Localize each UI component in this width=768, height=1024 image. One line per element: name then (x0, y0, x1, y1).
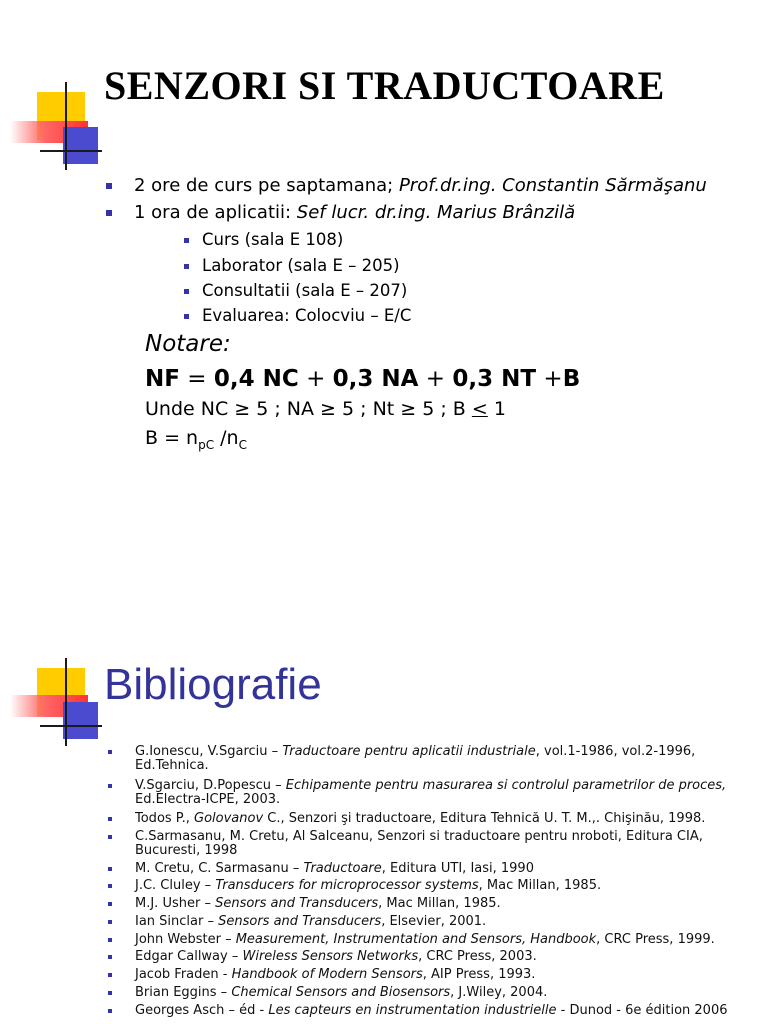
reference-text: C.Sarmasanu, M. Cretu, Al Salceanu, Senzori si traductoare pentru nroboti, Editura CIA, Bucuresti, 1998 (135, 829, 703, 858)
formula-plus: + (418, 366, 453, 392)
formula-nf: NF (145, 366, 180, 392)
reference-text: , Mac Millan, 1985. (478, 878, 602, 893)
bonus-mid: /n (214, 427, 239, 449)
reference-text: Todos P., (135, 811, 195, 826)
formula-plus: + (536, 366, 563, 392)
sub-item-text: Evaluarea: Colocviu – E/C (202, 306, 412, 325)
reference-text: - Dunod - 6e édition 2006 (556, 1003, 728, 1018)
reference-text: V.Sgarciu, D.Popescu – (135, 778, 286, 793)
logo-vertical-line (65, 658, 67, 746)
bullet-square-icon (108, 835, 112, 839)
bullet-square-icon (108, 1009, 112, 1013)
logo-blue-block (63, 702, 98, 739)
bullet-text: 2 ore de curs pe saptamana; (134, 175, 399, 196)
reference-title: Measurement, Instrumentation and Sensors, Handbook (235, 932, 597, 947)
reference-title: Traductoare pentru aplicatii industriale (282, 744, 536, 759)
bullet-square-icon (106, 183, 112, 189)
notare-heading: Notare: (145, 331, 231, 357)
logo-blue-block (63, 127, 98, 164)
bullet-square-icon (108, 750, 112, 754)
bullet-square-icon (108, 920, 112, 924)
grade-formula (145, 366, 580, 392)
formula-term-nc: 0,4 NC (213, 366, 299, 392)
reference-title: Golovanov (194, 811, 264, 826)
reference-text: Ian Sinclar – (135, 914, 219, 929)
reference-title: Wireless Sensors Networks (242, 949, 419, 964)
reference-title: Transducers for microprocessor systems (215, 878, 479, 893)
bullet-square-icon (184, 264, 189, 269)
bullet-square-icon (108, 884, 112, 888)
sub-item-text: Laborator (sala E – 205) (202, 256, 400, 275)
reference-text: Jacob Fraden - (135, 967, 232, 982)
reference-text: M.J. Usher – (135, 896, 216, 911)
slide-2 (0, 512, 768, 1024)
reference-text: John Webster – (135, 932, 236, 947)
bibliography-title: Bibliografie (104, 660, 322, 709)
formula-term-b: B (562, 366, 581, 392)
logo-horizontal-line (40, 150, 102, 152)
reference-text: J.C. Cluley – (135, 878, 216, 893)
conditions-main: Unde NC ≥ 5 ; NA ≥ 5 ; Nt ≥ 5 ; B (145, 398, 472, 420)
bullet-square-icon (108, 955, 112, 959)
reference-title: Sensors and Transducers (215, 896, 379, 911)
reference-text: Georges Asch – éd - (135, 1003, 269, 1018)
bonus-sub-c: C (238, 437, 247, 452)
bullet-square-icon (184, 314, 189, 319)
reference-title: Chemical Sensors and Biosensors (231, 985, 451, 1000)
reference-title: Echipamente pentru masurarea si controlul parametrilor de proces, (285, 778, 727, 793)
bullet-italic-text: Prof.dr.ing. Constantin Sărmăşanu (398, 175, 707, 196)
bullet-square-icon (106, 210, 112, 216)
logo-horizontal-line (40, 725, 102, 727)
formula-equals: = (179, 366, 214, 392)
reference-title: Handbook of Modern Sensors (231, 967, 423, 982)
reference-text: , Editura UTI, Iasi, 1990 (381, 861, 534, 876)
reference-text: , AIP Press, 1993. (422, 967, 536, 982)
bullet-square-icon (108, 902, 112, 906)
bullet-italic-text: Sef lucr. dr.ing. Marius Brânzilă (296, 202, 576, 223)
reference-text: M. Cretu, C. Sarmasanu – (135, 861, 304, 876)
bullet-square-icon (108, 867, 112, 871)
bullet-square-icon (108, 784, 112, 788)
formula-term-na: 0,3 NA (332, 366, 419, 392)
conditions-inequality: < (471, 398, 488, 420)
reference-text: , Elsevier, 2001. (381, 914, 487, 929)
reference-title: Traductoare (303, 861, 382, 876)
reference-text: , vol.1-1986, vol.2-1996, Ed.Tehnica. (135, 744, 696, 773)
formula-plus: + (298, 366, 333, 392)
bonus-prefix: B = n (145, 427, 199, 449)
conditions-end: 1 (487, 398, 506, 420)
bullet-square-icon (108, 938, 112, 942)
bullet-square-icon (184, 238, 189, 243)
reference-text: , CRC Press, 2003. (418, 949, 537, 964)
reference-text: Edgar Callway – (135, 949, 243, 964)
bonus-sub-pc: pC (198, 437, 215, 452)
formula-term-nt: 0,3 NT (452, 366, 537, 392)
reference-text: Brian Eggins – (135, 985, 232, 1000)
reference-text: G.Ionescu, V.Sgarciu – (135, 744, 283, 759)
bullet-text: 1 ora de aplicatii: (134, 202, 297, 223)
sub-item-text: Curs (sala E 108) (202, 230, 344, 249)
reference-text: , Mac Millan, 1985. (378, 896, 501, 911)
conditions-text (145, 398, 506, 420)
reference-title: Sensors and Transducers (218, 914, 382, 929)
reference-text: , CRC Press, 1999. (596, 932, 715, 947)
logo-vertical-line (65, 82, 67, 170)
reference-title: Les capteurs en instrumentation industrielle (268, 1003, 557, 1018)
bullet-square-icon (184, 289, 189, 294)
page-title: SENZORI SI TRADUCTOARE (104, 63, 665, 108)
bonus-formula (145, 427, 247, 452)
bullet-square-icon (108, 817, 112, 821)
reference-text: , J.Wiley, 2004. (450, 985, 548, 1000)
sub-item-text: Consultatii (sala E – 207) (202, 281, 408, 300)
bullet-square-icon (108, 991, 112, 995)
bullet-square-icon (108, 973, 112, 977)
reference-text: C., Senzori şi traductoare, Editura Tehnică U. T. M.,. Chişinău, 1998. (263, 811, 706, 826)
reference-text: Ed.Electra-ICPE, 2003. (135, 792, 281, 807)
